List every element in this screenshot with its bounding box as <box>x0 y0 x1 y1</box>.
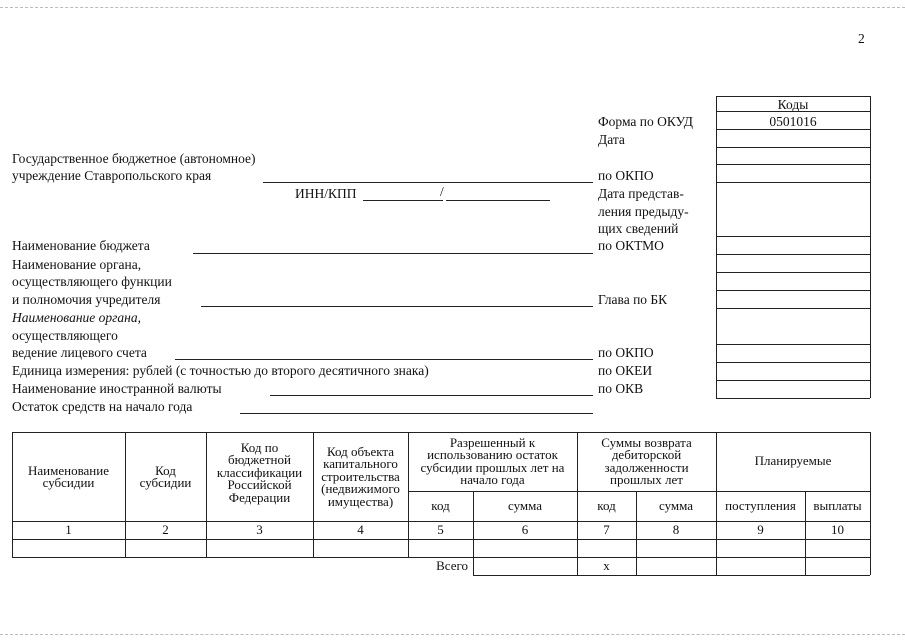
label-okpo: по ОКПО <box>598 168 654 183</box>
label-institution-2: учреждение Ставропольского края <box>12 168 212 183</box>
label-unit: Единица измерения: рублей (с точностью до второго десятичного знака) <box>12 363 429 378</box>
col-num-3: 3 <box>256 522 263 538</box>
label-glava-bk: Глава по БК <box>598 292 668 307</box>
label-account-3: ведение лицевого счета <box>12 345 147 360</box>
codes-header: Коды <box>777 97 809 112</box>
label-oktmo: по ОКТМО <box>598 238 664 253</box>
label-institution-1: Государственное бюджетное (автономное) <box>12 151 256 166</box>
table-row[interactable] <box>13 540 869 557</box>
col-num-7: 7 <box>603 522 610 538</box>
col-num-5: 5 <box>437 522 444 538</box>
label-date: Дата <box>598 132 625 147</box>
label-founder-2: осуществляющего функции <box>12 274 172 289</box>
label-prev-date-1: Дата представ- <box>598 186 684 201</box>
col-header-bk: Код по бюджетной классификации Российской Федерации <box>216 439 303 505</box>
col-num-2: 2 <box>162 522 169 538</box>
col-header-name: Наименование субсидии <box>28 462 109 490</box>
subheader-sum-2: сумма <box>658 498 694 514</box>
label-founder-1: Наименование органа, <box>12 257 142 272</box>
institution-field[interactable] <box>263 182 593 183</box>
balance-field[interactable] <box>240 413 593 414</box>
kpp-field[interactable] <box>446 200 550 201</box>
account-field[interactable] <box>175 359 593 360</box>
label-budget: Наименование бюджета <box>12 238 150 253</box>
subheader-code-1: код <box>431 498 450 514</box>
budget-field[interactable] <box>193 253 593 254</box>
total-sum-1-field[interactable] <box>474 558 576 575</box>
col-header-allowed: Разрешенный к использованию остаток субсидии прошлых лет на начало года <box>420 434 565 487</box>
col-num-10: 10 <box>831 522 844 538</box>
scan-edge-top <box>0 7 905 8</box>
total-x-mark: x <box>603 558 610 574</box>
label-okv: по ОКВ <box>598 381 644 396</box>
col-header-object: Код объекта капитального строительства (недвижимого имущества) <box>321 443 400 509</box>
label-okei: по ОКЕИ <box>598 363 653 378</box>
label-prev-date-3: щих сведений <box>598 221 679 236</box>
subheader-sum-1: сумма <box>507 498 543 514</box>
page-number: 2 <box>858 31 865 46</box>
col-num-9: 9 <box>757 522 764 538</box>
total-label: Всего <box>436 558 468 574</box>
col-num-4: 4 <box>357 522 364 538</box>
label-okpo-2: по ОКПО <box>598 345 654 360</box>
col-num-8: 8 <box>672 522 680 538</box>
currency-field[interactable] <box>270 395 593 396</box>
col-num-6: 6 <box>521 522 529 538</box>
label-balance: Остаток средств на начало года <box>12 399 193 414</box>
founder-field[interactable] <box>201 306 593 307</box>
inn-kpp-separator: / <box>440 184 444 199</box>
label-founder-3: и полномочия учредителя <box>12 292 161 307</box>
col-num-1: 1 <box>65 522 72 538</box>
label-account-1: Наименование органа, <box>12 310 141 325</box>
label-prev-date-2: ления предыду- <box>598 204 689 219</box>
subheader-income: поступления <box>725 498 796 514</box>
subheader-outflow: выплаты <box>813 498 862 514</box>
label-okud: Форма по ОКУД <box>598 114 694 129</box>
label-account-2: осуществляющего <box>12 328 118 343</box>
scan-edge-bottom <box>0 634 905 635</box>
subheader-code-2: код <box>597 498 616 514</box>
inn-field[interactable] <box>363 200 443 201</box>
col-header-refund: Суммы возврата дебиторской задолженности прошлых лет <box>601 434 692 487</box>
okud-code: 0501016 <box>769 114 817 129</box>
label-inn-kpp: ИНН/КПП <box>295 186 357 201</box>
label-currency: Наименование иностранной валюты <box>12 381 222 396</box>
col-header-planned: Планируемые <box>754 453 832 469</box>
col-header-code: Код субсидии <box>139 462 192 490</box>
total-sum-2-field[interactable] <box>637 558 715 575</box>
